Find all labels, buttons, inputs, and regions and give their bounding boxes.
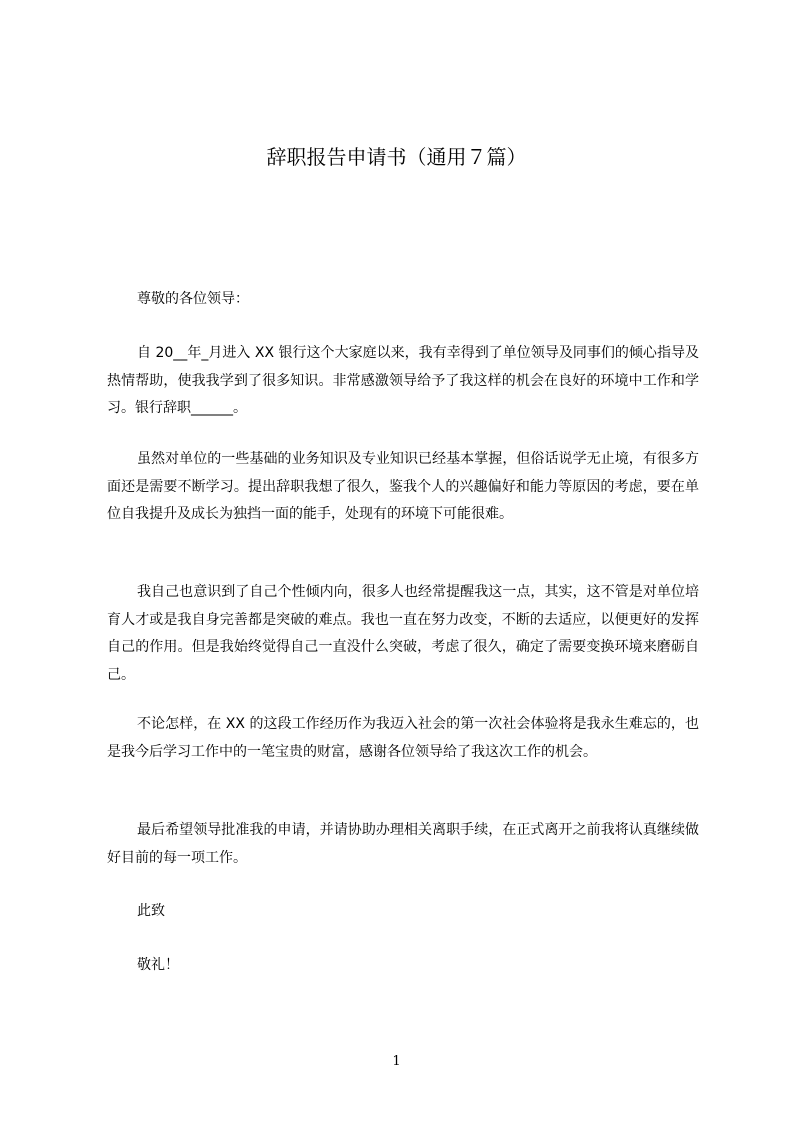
paragraph: 最后希望领导批准我的申请，并请协助办理相关离职手续，在正式离开之前我将认真继续做好目前的每一项工作。 (107, 822, 699, 866)
page-number: 1 (392, 1054, 401, 1069)
paragraph-block (107, 817, 699, 872)
salutation: 尊敬的各位领导： (137, 291, 249, 307)
closing-block (107, 952, 699, 980)
paragraph-block (107, 340, 699, 423)
paragraph: 我自己也意识到了自己个性倾内向，很多人也经常提醒我这一点，其实，这不管是对单位培育人才或是我自身完善都是突破的难点。我也一直在努力改变，不断的去适应，以便更好的发挥自己的作用。但是我始终觉得自己一直没什么突破，考虑了很久，确定了需要变换环境来磨砺自己。 (107, 584, 699, 683)
paragraph-block (107, 446, 699, 529)
paragraph-block (107, 579, 699, 689)
closing-block (107, 898, 699, 926)
closing-line: 此致 (137, 903, 165, 919)
closing-line: 敬礼！ (137, 957, 179, 973)
paragraph: 不论怎样，在 XX 的这段工作经历作为我迈入社会的第一次社会体验将是我永生难忘的，也是我今后学习工作中的一笔宝贵的财富，感谢各位领导给了我这次工作的机会。 (107, 716, 699, 760)
paragraph: 自 20__年_月进入 XX 银行这个大家庭以来，我有幸得到了单位领导及同事们的倾心指导及热情帮助，使我我学到了很多知识。非常感激领导给予了我这样的机会在良好的环境中工作和学习。银行辞职______。 (107, 345, 699, 416)
paragraph: 虽然对单位的一些基础的业务知识及专业知识已经基本掌握，但俗话说学无止境，有很多方面还是需要不断学习。提出辞职我想了很久，鉴我个人的兴趣偏好和能力等原因的考虑，要在单位自我提升及成长为独挡一面的能手，处现有的环境下可能很难。 (107, 451, 699, 522)
document-title: 辞职报告申请书（通用７篇） (266, 145, 527, 169)
paragraph-block (107, 711, 699, 766)
salutation-block (107, 286, 699, 314)
